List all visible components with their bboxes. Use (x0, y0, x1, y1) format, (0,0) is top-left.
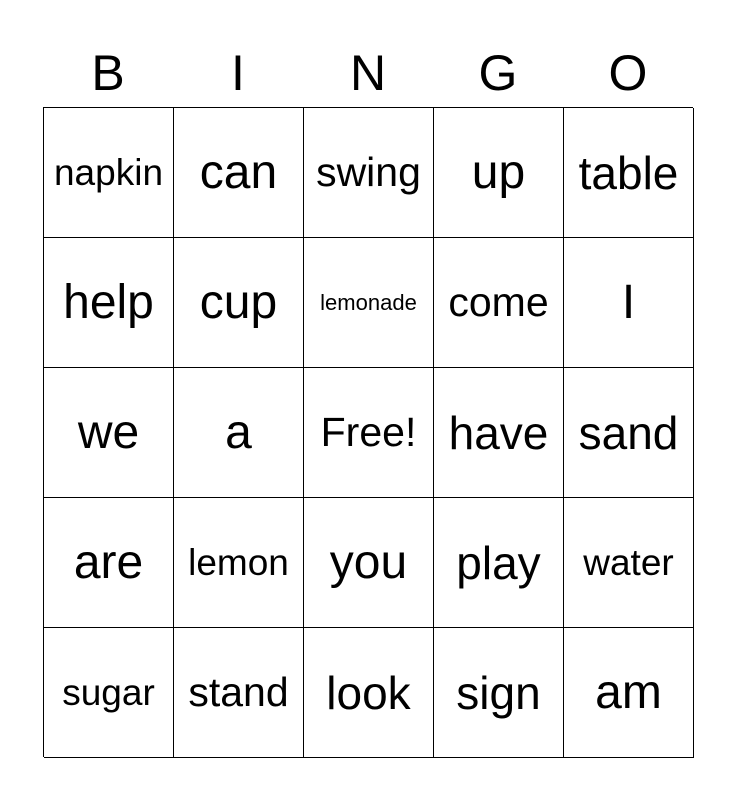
cell-word: up (471, 145, 526, 199)
cell-word: come (448, 279, 549, 325)
free-space-cell[interactable] (304, 368, 434, 498)
cell-word: napkin (53, 152, 164, 193)
bingo-cell[interactable] (564, 628, 694, 758)
cell-word: stand (188, 669, 289, 715)
cell-word: have (448, 406, 549, 459)
bingo-cell[interactable] (434, 628, 564, 758)
bingo-cell[interactable] (174, 108, 304, 238)
cell-word: lemon (188, 542, 289, 583)
bingo-cell[interactable] (434, 238, 564, 368)
cell-word: can (199, 145, 278, 199)
bingo-cell[interactable] (564, 498, 694, 628)
bingo-cell[interactable] (44, 108, 174, 238)
cell-word: table (578, 146, 679, 199)
cell-word: we (77, 405, 140, 459)
bingo-cell[interactable] (304, 108, 434, 238)
header-letter-n: N (349, 45, 387, 101)
cell-word: cup (199, 275, 278, 329)
bingo-cell[interactable] (434, 108, 564, 238)
bingo-cell[interactable] (564, 238, 694, 368)
cell-word: help (63, 275, 154, 329)
cell-word: play (456, 536, 541, 589)
cell-word: sugar (62, 672, 155, 713)
cell-word: you (329, 535, 408, 589)
bingo-cell[interactable] (174, 238, 304, 368)
bingo-cell[interactable] (44, 238, 174, 368)
cell-word: lemonade (320, 289, 417, 315)
bingo-cell[interactable] (44, 368, 174, 498)
bingo-cell[interactable] (44, 498, 174, 628)
bingo-cell[interactable] (174, 628, 304, 758)
bingo-cell[interactable] (434, 368, 564, 498)
bingo-cell[interactable] (174, 498, 304, 628)
cell-word: am (595, 665, 662, 719)
header-letter-i: I (231, 45, 245, 101)
bingo-cell[interactable] (564, 368, 694, 498)
cell-word: sign (456, 666, 541, 719)
bingo-board (43, 107, 693, 757)
bingo-header (43, 38, 693, 108)
bingo-cell[interactable] (304, 498, 434, 628)
bingo-cell[interactable] (44, 628, 174, 758)
cell-word: I (621, 275, 636, 329)
header-letter-o: O (608, 45, 648, 101)
bingo-cell[interactable] (564, 108, 694, 238)
cell-word: Free! (320, 409, 417, 455)
cell-word: swing (316, 149, 421, 195)
bingo-cell[interactable] (174, 368, 304, 498)
header-letter-b: B (91, 45, 125, 101)
cell-word: water (583, 542, 674, 583)
header-letter-g: G (478, 45, 518, 101)
cell-word: sand (578, 406, 679, 459)
cell-word: are (73, 535, 144, 589)
bingo-cell[interactable] (434, 498, 564, 628)
cell-word: a (225, 405, 252, 459)
cell-word: look (326, 666, 411, 719)
bingo-cell[interactable] (304, 628, 434, 758)
bingo-cell[interactable] (304, 238, 434, 368)
